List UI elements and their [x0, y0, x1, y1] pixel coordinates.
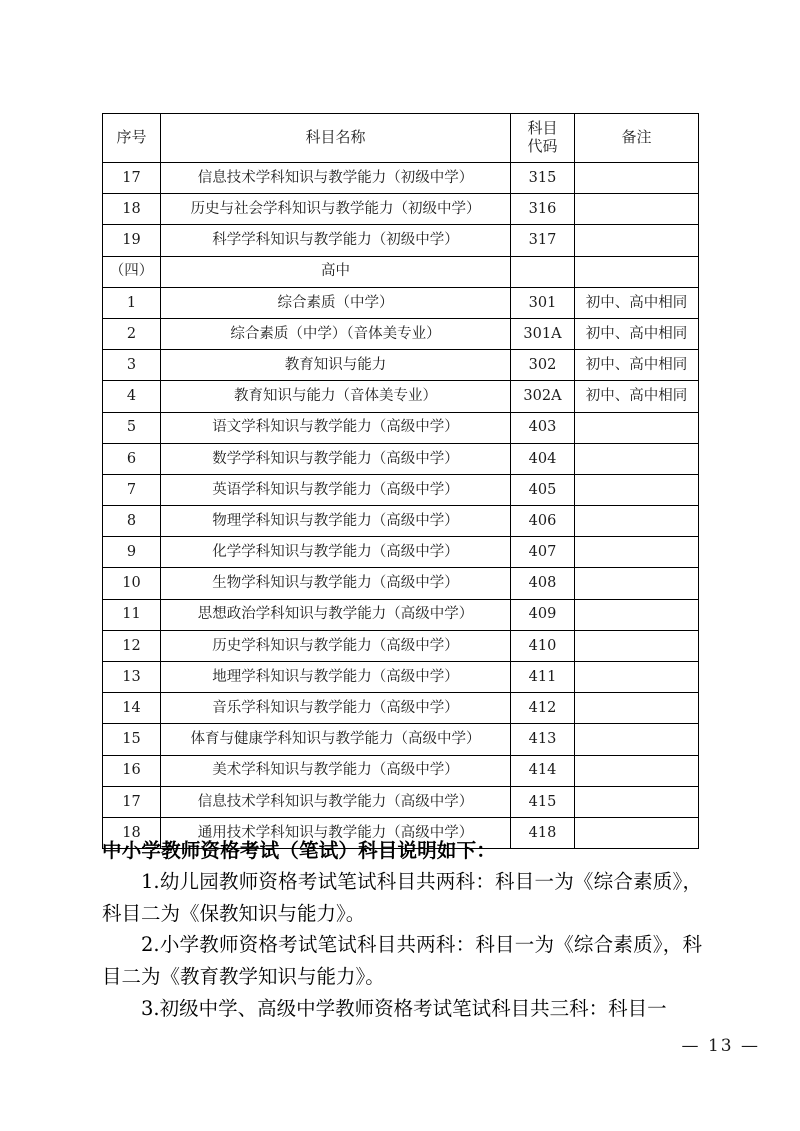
- cell-subject-code: 408: [511, 568, 575, 599]
- table-row: [103, 287, 699, 318]
- cell-sequence-number: 16: [103, 755, 161, 786]
- cell-subject-code: 404: [511, 443, 575, 474]
- table-row: [103, 225, 699, 256]
- cell-remark: 初中、高中相同: [575, 381, 699, 412]
- explanatory-text: [102, 836, 702, 1024]
- cell-subject-name: 科学学科知识与教学能力（初级中学）: [161, 225, 511, 256]
- table-row: [103, 630, 699, 661]
- cell-remark: 初中、高中相同: [575, 287, 699, 318]
- cell-sequence-number: 2: [103, 318, 161, 349]
- cell-remark: [575, 693, 699, 724]
- cell-subject-name: 教育知识与能力（音体美专业）: [161, 381, 511, 412]
- table-row: [103, 443, 699, 474]
- cell-subject-code: 316: [511, 194, 575, 225]
- column-header-note: 备注: [575, 114, 699, 163]
- cell-remark: [575, 443, 699, 474]
- cell-remark: 初中、高中相同: [575, 350, 699, 381]
- cell-subject-code: 406: [511, 506, 575, 537]
- cell-subject-name: 化学学科知识与教学能力（高级中学）: [161, 537, 511, 568]
- table-row: [103, 350, 699, 381]
- cell-subject-code: 302: [511, 350, 575, 381]
- cell-subject-code: 409: [511, 599, 575, 630]
- cell-subject-code: 413: [511, 724, 575, 755]
- table-row: [103, 755, 699, 786]
- table-row: [103, 568, 699, 599]
- cell-subject-code: 301: [511, 287, 575, 318]
- cell-subject-name: 高中: [161, 256, 511, 287]
- cell-subject-name: 综合素质（中学）: [161, 287, 511, 318]
- table-row: [103, 194, 699, 225]
- table-row: [103, 537, 699, 568]
- cell-subject-code: 315: [511, 163, 575, 194]
- cell-subject-name: 音乐学科知识与教学能力（高级中学）: [161, 693, 511, 724]
- cell-sequence-number: 19: [103, 225, 161, 256]
- section-heading: 中小学教师资格考试（笔试）科目说明如下：: [102, 839, 497, 862]
- table-header: [103, 114, 699, 163]
- cell-remark: [575, 662, 699, 693]
- column-header-name: 科目名称: [161, 114, 511, 163]
- cell-subject-code: 418: [511, 817, 575, 848]
- cell-remark: [575, 163, 699, 194]
- column-header-code-line2: 代码: [527, 137, 558, 155]
- cell-subject-name: 物理学科知识与教学能力（高级中学）: [161, 506, 511, 537]
- paragraph: 2.小学教师资格考试笔试科目共两科：科目一为《综合素质》，科目二为《教育教学知识与能力》。: [102, 933, 702, 988]
- page-footer: [0, 1036, 760, 1056]
- cell-subject-name: 数学学科知识与教学能力（高级中学）: [161, 443, 511, 474]
- cell-sequence-number: 17: [103, 163, 161, 194]
- column-header-code: [511, 114, 575, 163]
- cell-sequence-number: 15: [103, 724, 161, 755]
- table-row: [103, 474, 699, 505]
- table-row: [103, 256, 699, 287]
- cell-remark: [575, 194, 699, 225]
- cell-subject-name: 信息技术学科知识与教学能力（初级中学）: [161, 163, 511, 194]
- cell-subject-code: 317: [511, 225, 575, 256]
- column-header-code-line1: 科目: [527, 119, 558, 138]
- cell-sequence-number: 11: [103, 599, 161, 630]
- cell-remark: [575, 256, 699, 287]
- cell-sequence-number: 3: [103, 350, 161, 381]
- table-row: [103, 412, 699, 443]
- cell-sequence-number: 10: [103, 568, 161, 599]
- cell-sequence-number: 18: [103, 817, 161, 848]
- cell-subject-code: 301A: [511, 318, 575, 349]
- table-row: [103, 662, 699, 693]
- cell-subject-name: 生物学科知识与教学能力（高级中学）: [161, 568, 511, 599]
- cell-sequence-number: 18: [103, 194, 161, 225]
- subject-code-table: [102, 113, 699, 849]
- cell-remark: [575, 568, 699, 599]
- cell-subject-name: 历史与社会学科知识与教学能力（初级中学）: [161, 194, 511, 225]
- cell-remark: [575, 724, 699, 755]
- cell-remark: [575, 506, 699, 537]
- paragraph-list: [102, 866, 702, 1024]
- cell-remark: [575, 412, 699, 443]
- table-row: [103, 786, 699, 817]
- cell-subject-code: 410: [511, 630, 575, 661]
- column-header-no: 序号: [103, 114, 161, 163]
- cell-subject-name: 信息技术学科知识与教学能力（高级中学）: [161, 786, 511, 817]
- cell-subject-code: 302A: [511, 381, 575, 412]
- cell-remark: [575, 225, 699, 256]
- cell-sequence-number: 12: [103, 630, 161, 661]
- cell-sequence-number: 4: [103, 381, 161, 412]
- table-row: [103, 381, 699, 412]
- cell-remark: [575, 755, 699, 786]
- cell-sequence-number: 7: [103, 474, 161, 505]
- cell-subject-name: 英语学科知识与教学能力（高级中学）: [161, 474, 511, 505]
- table-body: [103, 163, 699, 849]
- cell-remark: [575, 474, 699, 505]
- cell-subject-code: 412: [511, 693, 575, 724]
- cell-sequence-number: 14: [103, 693, 161, 724]
- cell-sequence-number: 6: [103, 443, 161, 474]
- cell-subject-code: 411: [511, 662, 575, 693]
- cell-subject-name: 美术学科知识与教学能力（高级中学）: [161, 755, 511, 786]
- table-row: [103, 163, 699, 194]
- cell-sequence-number: 13: [103, 662, 161, 693]
- cell-sequence-number: 5: [103, 412, 161, 443]
- cell-sequence-number: 1: [103, 287, 161, 318]
- cell-subject-code: [511, 256, 575, 287]
- cell-remark: [575, 537, 699, 568]
- table-row: [103, 599, 699, 630]
- cell-subject-code: 403: [511, 412, 575, 443]
- paragraph: 1.幼儿园教师资格考试笔试科目共两科：科目一为《综合素质》，科目二为《保教知识与能力》。: [102, 870, 702, 925]
- table-row: [103, 693, 699, 724]
- table-row: [103, 506, 699, 537]
- cell-subject-name: 思想政治学科知识与教学能力（高级中学）: [161, 599, 511, 630]
- cell-remark: [575, 599, 699, 630]
- table-row: [103, 318, 699, 349]
- cell-subject-code: 405: [511, 474, 575, 505]
- cell-remark: [575, 630, 699, 661]
- cell-subject-code: 407: [511, 537, 575, 568]
- cell-subject-name: 教育知识与能力: [161, 350, 511, 381]
- cell-remark: 初中、高中相同: [575, 318, 699, 349]
- table-header-row: [103, 114, 699, 163]
- cell-remark: [575, 786, 699, 817]
- cell-subject-name: 历史学科知识与教学能力（高级中学）: [161, 630, 511, 661]
- cell-sequence-number: 9: [103, 537, 161, 568]
- cell-sequence-number: 17: [103, 786, 161, 817]
- table-row: [103, 724, 699, 755]
- cell-subject-name: 语文学科知识与教学能力（高级中学）: [161, 412, 511, 443]
- cell-subject-name: 综合素质（中学）（音体美专业）: [161, 318, 511, 349]
- cell-sequence-number: （四）: [103, 256, 161, 287]
- page-number: — 13 —: [681, 1036, 760, 1056]
- cell-sequence-number: 8: [103, 506, 161, 537]
- paragraph: 3.初级中学、高级中学教师资格考试笔试科目共三科：科目一: [141, 996, 667, 1020]
- cell-subject-code: 415: [511, 786, 575, 817]
- cell-subject-name: 通用技术学科知识与教学能力（高级中学）: [161, 817, 511, 848]
- cell-subject-code: 414: [511, 755, 575, 786]
- cell-subject-name: 体育与健康学科知识与教学能力（高级中学）: [161, 724, 511, 755]
- cell-subject-name: 地理学科知识与教学能力（高级中学）: [161, 662, 511, 693]
